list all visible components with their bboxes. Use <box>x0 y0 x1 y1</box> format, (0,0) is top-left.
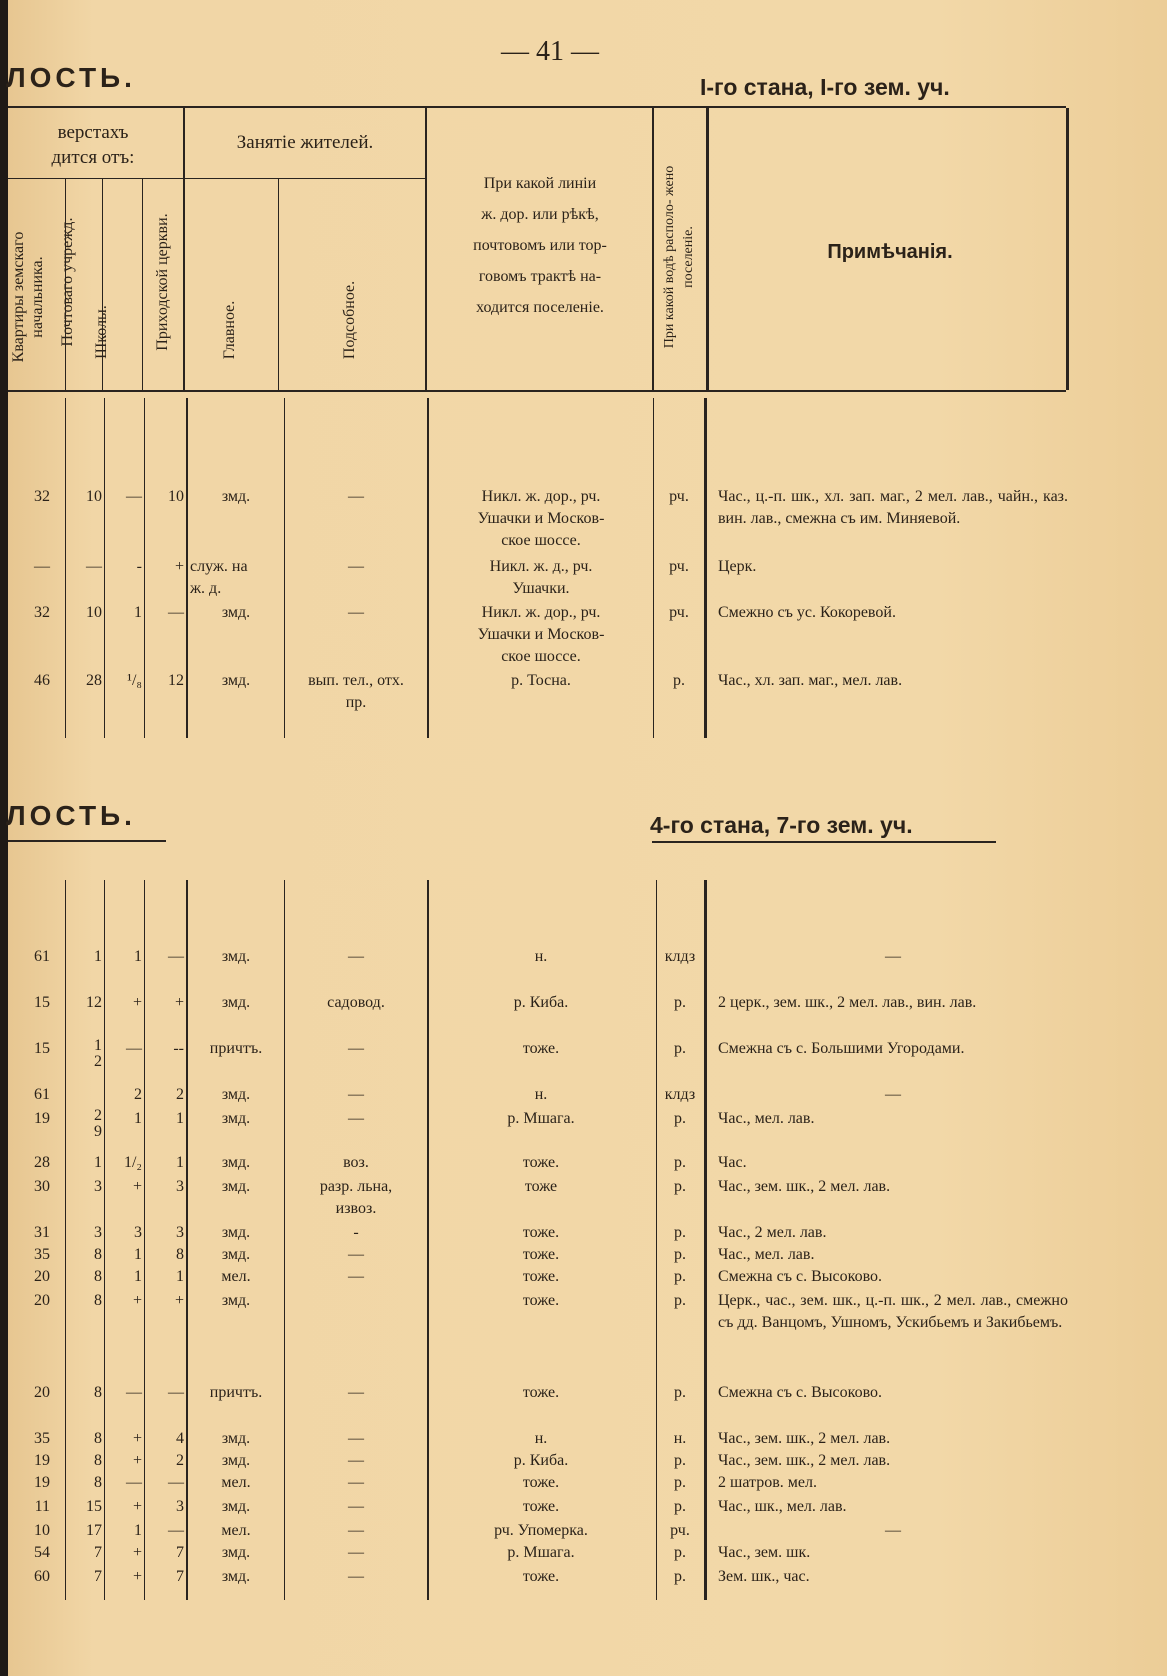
cell-route: н. <box>534 948 548 965</box>
cell-zemsky: 19 <box>34 1110 50 1127</box>
cell-water: рч. <box>670 1522 690 1539</box>
cell-route: р. Киба. <box>513 1452 569 1469</box>
cell-main: змд. <box>221 1154 251 1171</box>
cell-church: 2 <box>176 1086 184 1103</box>
cell-water: клдз <box>664 1086 696 1103</box>
section2-title-underline <box>8 840 166 842</box>
cell-main: причтъ. <box>209 1384 263 1401</box>
cell-main: мел. <box>221 1268 251 1285</box>
cell-main: змд. <box>221 948 251 965</box>
cell-main: змд. <box>221 1086 251 1103</box>
header-subrule <box>8 178 183 179</box>
cell-main: змд. <box>221 1498 251 1515</box>
cell-note: 2 церк., зем. шк., 2 мел. лав., вин. лав. <box>718 994 977 1011</box>
cell-zemsky: 11 <box>34 1498 50 1515</box>
cell-water: р. <box>674 1474 686 1491</box>
cell-aux: вып. тел., отх. пр. <box>308 672 404 711</box>
cell-post: 12 <box>86 994 102 1011</box>
cell-aux: воз. <box>343 1154 369 1171</box>
cell-route: тоже <box>524 1178 558 1195</box>
cell-church: 8 <box>176 1246 184 1263</box>
cell-post: 8 <box>94 1452 102 1469</box>
page-number: — 41 — <box>501 36 599 67</box>
table1-col-line <box>704 398 707 738</box>
cell-church: + <box>174 994 184 1011</box>
cell-main: змд. <box>221 1110 251 1127</box>
header-divider <box>706 108 709 390</box>
cell-post: 8 <box>94 1474 102 1491</box>
cell-school: + <box>132 1568 142 1585</box>
cell-school: + <box>132 1292 142 1309</box>
cell-aux: — <box>348 1246 364 1263</box>
cell-note: Час., зем. шк. <box>718 1544 811 1561</box>
cell-water: р. <box>674 1544 686 1561</box>
cell-zemsky: 31 <box>34 1224 50 1241</box>
cell-school: 1 <box>134 1110 142 1127</box>
cell-note: Час., зем. шк., 2 мел. лав. <box>718 1430 891 1447</box>
cell-main: змд. <box>221 604 251 621</box>
cell-aux: — <box>348 1040 364 1057</box>
cell-zemsky: 46 <box>34 672 50 689</box>
cell-main: змд. <box>221 1178 251 1195</box>
cell-main: змд. <box>221 1224 251 1241</box>
header-divider <box>142 178 143 390</box>
cell-school: + <box>132 1178 142 1195</box>
section1-stan-label: I-го стана, I-го зем. уч. <box>700 74 950 100</box>
cell-main: змд. <box>221 672 251 689</box>
section2-stan-underline <box>652 841 996 843</box>
cell-zemsky: 15 <box>34 994 50 1011</box>
cell-church: 10 <box>168 488 184 505</box>
cell-aux: — <box>348 558 364 575</box>
cell-aux: — <box>348 604 364 621</box>
cell-zemsky: 61 <box>34 948 50 965</box>
header-subrule <box>183 178 425 179</box>
cell-school: 1 <box>134 948 142 965</box>
cell-zemsky: 60 <box>34 1568 50 1585</box>
cell-zemsky: 35 <box>34 1246 50 1263</box>
cell-route: рч. Упомерка. <box>494 1522 588 1539</box>
cell-route: тоже. <box>522 1292 560 1309</box>
cell-water: р. <box>674 1452 686 1469</box>
header-top-rule <box>8 106 1066 108</box>
cell-post: 8 <box>94 1430 102 1447</box>
cell-zemsky: 30 <box>34 1178 50 1195</box>
header-route-column: При какой линiи ж. дор. или рѣкѣ, почтовомъ или тор- говомъ трактѣ на- ходится поселенiе. <box>473 175 607 316</box>
cell-church: 3 <box>176 1498 184 1515</box>
cell-church: 1 <box>176 1154 184 1171</box>
cell-church: — <box>168 1384 184 1401</box>
cell-main: змд. <box>221 488 251 505</box>
cell-church: 3 <box>176 1224 184 1241</box>
cell-school: - <box>136 558 142 575</box>
cell-main: змд. <box>221 994 251 1011</box>
cell-church: 1 <box>176 1268 184 1285</box>
header-divider <box>652 108 654 390</box>
cell-note: Смежно съ ус. Кокоревой. <box>718 604 896 621</box>
cell-note: Смежна съ с. Высоково. <box>718 1384 883 1401</box>
cell-church: — <box>168 1474 184 1491</box>
section2-volost-title: ЛОСТЬ. <box>6 800 136 831</box>
cell-zemsky: 32 <box>34 604 50 621</box>
cell-school: 1 <box>134 1246 142 1263</box>
cell-note: Час., зем. шк., 2 мел. лав. <box>718 1178 891 1195</box>
cell-aux: — <box>348 1452 364 1469</box>
cell-school: 2 <box>134 1086 142 1103</box>
header-divider <box>278 178 279 390</box>
cell-note: Зем. шк., час. <box>718 1568 810 1585</box>
cell-aux: — <box>348 1384 364 1401</box>
header-col-main: Главное. <box>221 300 238 360</box>
cell-zemsky: 20 <box>34 1384 50 1401</box>
header-col-water: При какой водѣ располо- жено поселенiе. <box>662 165 696 349</box>
cell-post: 1 <box>94 1154 102 1171</box>
cell-water: рч. <box>669 488 689 505</box>
cell-note: Час., мел. лав. <box>718 1110 815 1127</box>
cell-note: Час., шк., мел. лав. <box>718 1498 847 1515</box>
cell-post: 8 <box>94 1384 102 1401</box>
cell-church: + <box>174 1292 184 1309</box>
cell-zemsky: 54 <box>34 1544 50 1561</box>
cell-zemsky: 19 <box>34 1452 50 1469</box>
cell-church: — <box>168 604 184 621</box>
cell-main: причтъ. <box>209 1040 263 1057</box>
cell-water: р. <box>674 1498 686 1515</box>
cell-zemsky: 15 <box>34 1040 50 1057</box>
cell-note: Час., 2 мел. лав. <box>718 1224 827 1241</box>
cell-school: — <box>126 488 142 505</box>
cell-church: 12 <box>168 672 184 689</box>
cell-water: рч. <box>669 558 689 575</box>
cell-zemsky: 61 <box>34 1086 50 1103</box>
cell-church: 7 <box>176 1568 184 1585</box>
cell-post: 1 2 <box>94 1037 102 1070</box>
cell-school: + <box>132 1544 142 1561</box>
cell-post: 17 <box>86 1522 102 1539</box>
section2-stan-label: 4-го стана, 7-го зем. уч. <box>650 812 913 838</box>
cell-route: р. Киба. <box>513 994 569 1011</box>
cell-route: р. Тосна. <box>511 672 571 689</box>
cell-school: + <box>132 994 142 1011</box>
cell-note: Смежна съ с. Высоково. <box>718 1268 883 1285</box>
cell-post: — <box>86 558 102 575</box>
cell-water: р. <box>674 1292 686 1309</box>
cell-water: клдз <box>664 948 696 965</box>
cell-zemsky: 20 <box>34 1292 50 1309</box>
cell-route: тоже. <box>522 1384 560 1401</box>
cell-church: 7 <box>176 1544 184 1561</box>
cell-school: 3 <box>134 1224 142 1241</box>
cell-route: Никл. ж. дор., рч. Ушачки и Москов- ское шоссе. <box>477 604 605 665</box>
cell-water: рч. <box>669 604 689 621</box>
cell-aux: садовод. <box>327 994 385 1011</box>
cell-main: змд. <box>221 1292 251 1309</box>
cell-note: — <box>885 1522 901 1539</box>
cell-post: 3 <box>94 1178 102 1195</box>
cell-water: р. <box>674 1568 686 1585</box>
cell-water: р. <box>674 1178 686 1195</box>
cell-note: Час., хл. зап. маг., мел. лав. <box>718 672 903 689</box>
cell-aux: — <box>348 1522 364 1539</box>
cell-water: р. <box>674 1040 686 1057</box>
cell-school: ¹/₈ <box>127 672 142 689</box>
cell-main: мел. <box>221 1522 251 1539</box>
header-col-post: Почтоваго учрежд. <box>59 217 76 347</box>
header-distance-group: верстахъ дится отъ: <box>51 122 135 168</box>
header-col-church: Приходской церкви. <box>154 213 171 351</box>
cell-main: змд. <box>221 1246 251 1263</box>
cell-route: тоже. <box>522 1246 560 1263</box>
cell-water: р. <box>674 1268 686 1285</box>
cell-main: служ. на ж. д. <box>190 558 248 597</box>
cell-aux: — <box>348 488 364 505</box>
cell-water: р. <box>673 672 685 689</box>
cell-water: р. <box>674 1110 686 1127</box>
cell-main: змд. <box>221 1430 251 1447</box>
cell-route: Никл. ж. д., рч. Ушачки. <box>489 558 593 597</box>
table1-col-line <box>427 398 429 738</box>
cell-water: р. <box>674 1246 686 1263</box>
cell-aux: — <box>348 1498 364 1515</box>
cell-water: р. <box>674 1384 686 1401</box>
cell-school: 1 <box>134 604 142 621</box>
scan-left-edge <box>0 0 8 1676</box>
cell-note: Час., мел. лав. <box>718 1246 815 1263</box>
cell-church: -- <box>173 1040 184 1057</box>
cell-zemsky: 28 <box>34 1154 50 1171</box>
header-occupation-group: Занятiе жителей. <box>236 132 374 153</box>
header-notes-column: Примѣчанiя. <box>827 241 953 263</box>
cell-zemsky: 20 <box>34 1268 50 1285</box>
cell-note: — <box>885 1086 901 1103</box>
cell-school: 1/₂ <box>123 1154 142 1171</box>
cell-aux: разр. льна, извоз. <box>319 1178 393 1217</box>
cell-post: 10 <box>86 604 102 621</box>
cell-route: р. Мшага. <box>507 1110 575 1127</box>
cell-post: 2 9 <box>94 1107 102 1140</box>
cell-route: тоже. <box>522 1268 560 1285</box>
cell-water: р. <box>674 1224 686 1241</box>
cell-school: — <box>126 1040 142 1057</box>
section1-volost-title: ЛОСТЬ. <box>6 62 136 93</box>
cell-water: р. <box>674 994 686 1011</box>
cell-main: змд. <box>221 1568 251 1585</box>
cell-post: 7 <box>94 1568 102 1585</box>
cell-route: тоже. <box>522 1474 560 1491</box>
cell-post: 28 <box>86 672 102 689</box>
cell-church: 4 <box>176 1430 184 1447</box>
cell-zemsky: — <box>34 558 50 575</box>
cell-aux: — <box>348 948 364 965</box>
cell-route: тоже. <box>522 1040 560 1057</box>
cell-note: — <box>885 948 901 965</box>
cell-route: Никл. ж. дор., рч. Ушачки и Москов- ское шоссе. <box>477 488 605 549</box>
cell-school: + <box>132 1452 142 1469</box>
cell-note: Смежна съ с. Большими Угородами. <box>718 1040 965 1057</box>
cell-zemsky: 32 <box>34 488 50 505</box>
cell-route: тоже. <box>522 1154 560 1171</box>
cell-post: 8 <box>94 1268 102 1285</box>
cell-zemsky: 10 <box>34 1522 50 1539</box>
cell-note: Церк., час., зем. шк., ц.-п. шк., 2 мел. лав., смежно съ дд. Ванцомъ, Ушномъ, Ускибьемъ и Закибьемъ. <box>718 1292 1068 1331</box>
cell-aux: - <box>353 1224 359 1241</box>
header-divider <box>425 108 427 390</box>
cell-main: мел. <box>221 1474 251 1491</box>
cell-church: 3 <box>176 1178 184 1195</box>
cell-main: змд. <box>221 1452 251 1469</box>
cell-school: + <box>132 1430 142 1447</box>
cell-route: н. <box>534 1086 548 1103</box>
cell-route: н. <box>534 1430 548 1447</box>
cell-aux: — <box>348 1430 364 1447</box>
cell-school: — <box>126 1474 142 1491</box>
cell-aux: — <box>348 1086 364 1103</box>
cell-note: Час. <box>718 1154 747 1171</box>
cell-main: змд. <box>221 1544 251 1561</box>
header-bottom-rule <box>8 390 1066 392</box>
cell-route: тоже. <box>522 1224 560 1241</box>
cell-church: — <box>168 948 184 965</box>
cell-route: тоже. <box>522 1498 560 1515</box>
cell-note: 2 шатров. мел. <box>718 1474 817 1491</box>
cell-aux: — <box>348 1568 364 1585</box>
cell-school: + <box>132 1498 142 1515</box>
cell-church: + <box>174 558 184 575</box>
header-col-zemsky: Квартиры земскаго начальника. <box>10 231 46 363</box>
cell-school: — <box>126 1384 142 1401</box>
header-col-aux: Подсобное. <box>341 280 358 360</box>
cell-post: 7 <box>94 1544 102 1561</box>
cell-route: тоже. <box>522 1568 560 1585</box>
cell-post: 15 <box>86 1498 102 1515</box>
cell-post: 3 <box>94 1224 102 1241</box>
cell-post: 10 <box>86 488 102 505</box>
cell-note: Церк. <box>718 558 757 575</box>
header-col-school: Школы. <box>93 305 110 359</box>
cell-zemsky: 35 <box>34 1430 50 1447</box>
cell-water: н. <box>673 1430 687 1447</box>
cell-note: Час., ц.-п. шк., хл. зап. маг., 2 мел. лав., чайн., каз. вин. лав., смежна съ им. Миняевой. <box>718 488 1068 527</box>
cell-aux: — <box>348 1110 364 1127</box>
cell-water: р. <box>674 1154 686 1171</box>
cell-post: 8 <box>94 1246 102 1263</box>
cell-note: Час., зем. шк., 2 мел. лав. <box>718 1452 891 1469</box>
cell-post: 8 <box>94 1292 102 1309</box>
cell-school: 1 <box>134 1522 142 1539</box>
header-divider <box>1066 108 1069 390</box>
cell-aux: — <box>348 1474 364 1491</box>
cell-school: 1 <box>134 1268 142 1285</box>
cell-church: — <box>168 1522 184 1539</box>
cell-church: 1 <box>176 1110 184 1127</box>
cell-aux: — <box>348 1268 364 1285</box>
cell-route: р. Мшага. <box>507 1544 575 1561</box>
cell-post: 1 <box>94 948 102 965</box>
table2-col-line <box>427 880 429 1600</box>
cell-church: 2 <box>176 1452 184 1469</box>
cell-aux: — <box>348 1544 364 1561</box>
cell-zemsky: 19 <box>34 1474 50 1491</box>
